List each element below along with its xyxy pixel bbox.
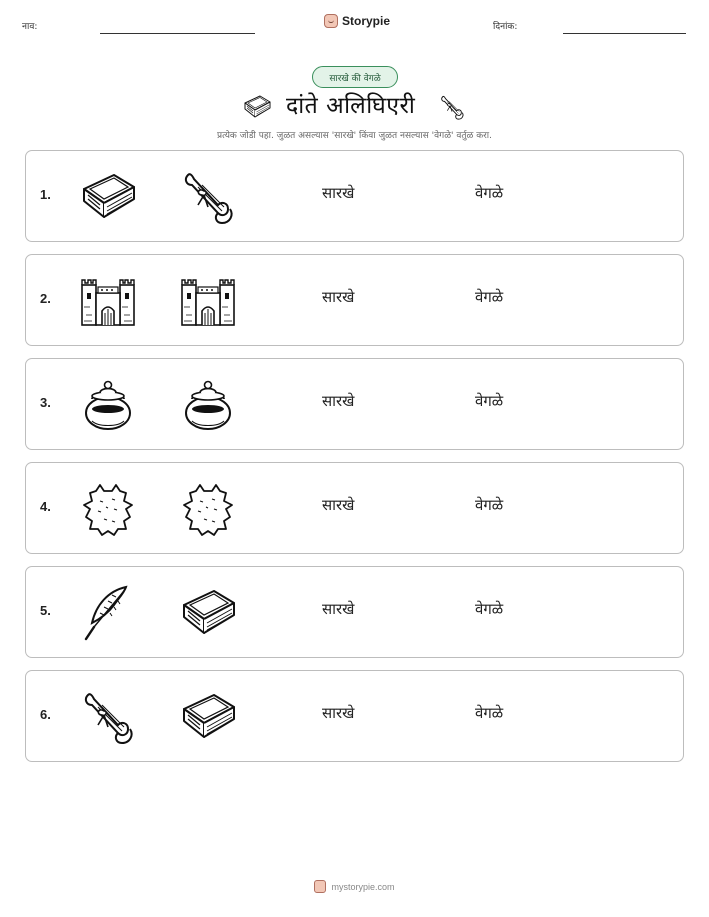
question-row: [25, 150, 684, 242]
different-option[interactable]: वेगळे: [475, 704, 504, 722]
worksheet-header: [0, 14, 709, 38]
scroll-icon: [178, 167, 238, 227]
book-icon: [78, 167, 138, 227]
question-number: 4.: [40, 499, 51, 514]
scroll-icon: [78, 687, 138, 747]
worksheet-type-badge: सारखे की वेगळे: [312, 66, 398, 88]
book-icon: [178, 687, 238, 747]
same-option[interactable]: सारखे: [322, 496, 355, 514]
animal-hide-icon: [178, 479, 238, 539]
animal-hide-icon: [78, 479, 138, 539]
different-option[interactable]: वेगळे: [475, 600, 504, 618]
question-number: 6.: [40, 707, 51, 722]
footer-url[interactable]: mystorypie.com: [331, 881, 395, 892]
book-icon: [242, 92, 272, 122]
different-option[interactable]: वेगळे: [475, 392, 504, 410]
question-row: [25, 566, 684, 658]
question-row: [25, 358, 684, 450]
scroll-icon: [438, 92, 466, 122]
same-option[interactable]: सारखे: [322, 704, 355, 722]
same-option[interactable]: सारखे: [322, 392, 355, 410]
same-option[interactable]: सारखे: [322, 184, 355, 202]
storypie-logo-icon: [324, 14, 338, 28]
storypie-logo-icon: [314, 880, 326, 893]
name-line[interactable]: [100, 33, 255, 34]
question-number: 3.: [40, 395, 51, 410]
brand-name: Storypie: [342, 14, 391, 28]
question-number: 2.: [40, 291, 51, 306]
book-icon: [178, 583, 238, 643]
different-option[interactable]: वेगळे: [475, 496, 504, 514]
jar-icon: [178, 375, 238, 435]
footer: [0, 880, 709, 893]
brand: [324, 14, 390, 28]
question-row: [25, 254, 684, 346]
different-option[interactable]: वेगळे: [475, 288, 504, 306]
jar-icon: [78, 375, 138, 435]
castle-icon: [178, 271, 238, 331]
date-label: दिनांक:: [493, 22, 518, 32]
castle-icon: [78, 271, 138, 331]
instructions: प्रत्येक जोडी पहा. जुळत असल्यास 'सारखे' किंवा जुळत नसल्यास 'वेगळे' वर्तुळ करा.: [216, 131, 492, 141]
question-row: [25, 462, 684, 554]
question-row: [25, 670, 684, 762]
name-label: नाव:: [22, 22, 38, 32]
same-option[interactable]: सारखे: [322, 288, 355, 306]
page-title: दांते अलिघिएरी: [286, 93, 416, 119]
date-line[interactable]: [563, 33, 686, 34]
question-number: 1.: [40, 187, 51, 202]
question-number: 5.: [40, 603, 51, 618]
different-option[interactable]: वेगळे: [475, 184, 504, 202]
same-option[interactable]: सारखे: [322, 600, 355, 618]
quill-icon: [78, 583, 138, 643]
